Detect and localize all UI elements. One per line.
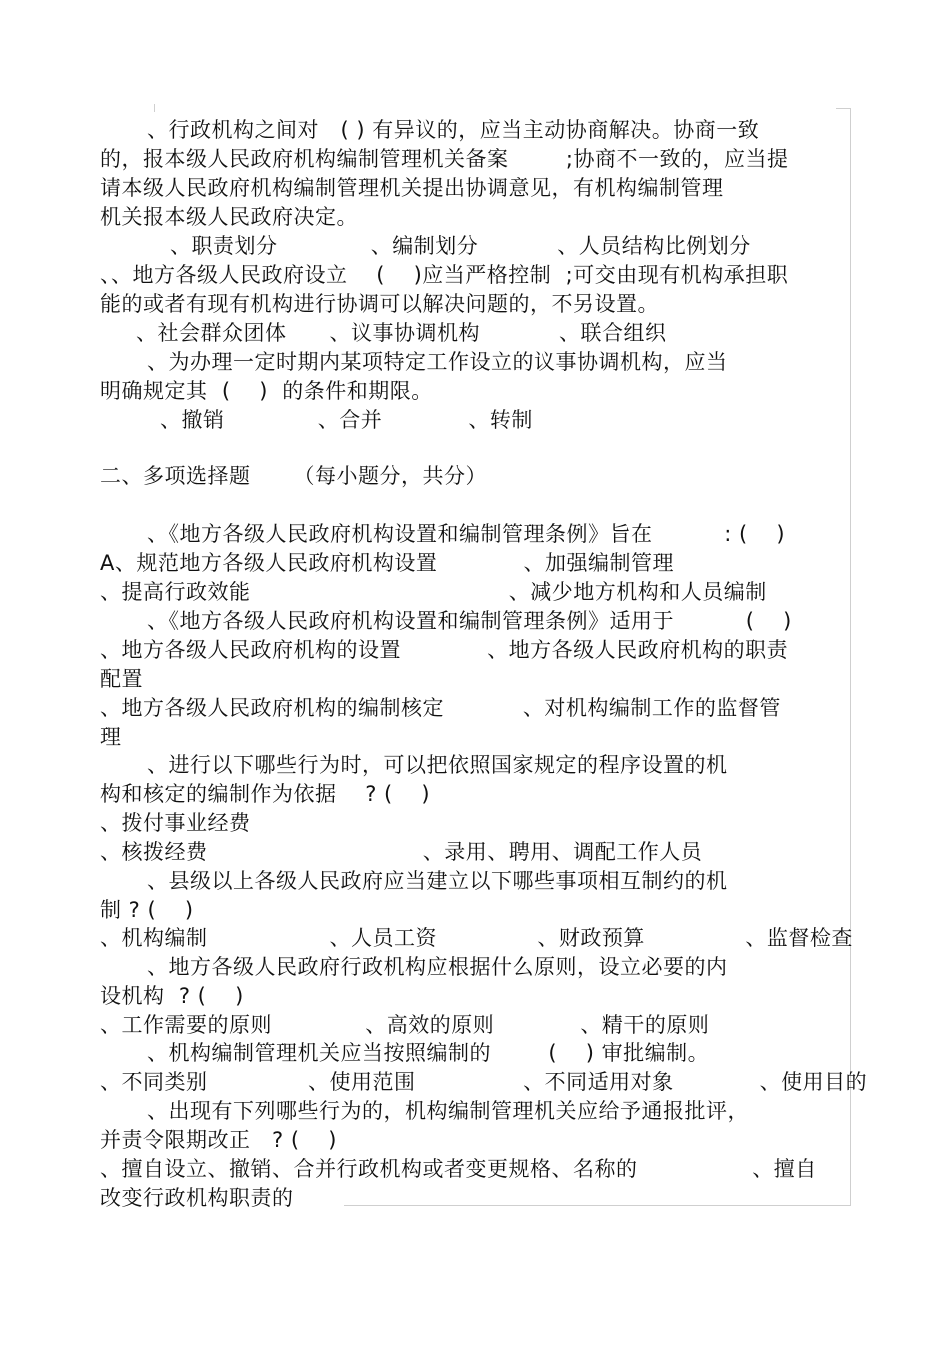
text-line: 构和核定的编制作为依据 ? ( ) <box>100 782 431 806</box>
text-line: 机关报本级人民政府决定。 <box>100 205 358 229</box>
option-line: 、地方各级人民政府机构的设置 、地方各级人民政府机构的职责 <box>100 638 789 662</box>
corner-mark-top-right <box>836 108 850 109</box>
option-line: 、撤销 、合并 、转制 <box>160 408 533 432</box>
option-line: 、职责划分 、编制划分 、人员结构比例划分 <box>170 234 751 258</box>
question-line: 、《地方各级人民政府机构设置和编制管理条例》旨在 : ( ) <box>147 522 786 546</box>
question-line: 、机构编制管理机关应当按照编制的 ( ) 审批编制。 <box>147 1041 710 1065</box>
question-line: 、县级以上各级人民政府应当建立以下哪些事项相互制约的机 <box>147 869 728 893</box>
option-line: 、地方各级人民政府机构的编制核定 、对机构编制工作的监督管 <box>100 696 781 720</box>
option-line: 、社会群众团体 、议事协调机构 、联合组织 <box>136 321 667 345</box>
option-line: 、核拨经费 、录用、聘用、调配工作人员 <box>100 840 703 864</box>
question-line: 、、地方各级人民政府设立 ( )应当严格控制 ;可交由现有机构承担职 <box>100 263 789 287</box>
option-line: 、不同类别 、使用范围 、不同适用对象 、使用目的 <box>100 1070 868 1094</box>
option-line: 配置 <box>100 667 143 691</box>
section-heading: 二、多项选择题 （每小题分，共分） <box>100 464 488 488</box>
text-line: 的，报本级人民政府机构编制管理机关备案 ;协商不一致的，应当提 <box>100 147 789 171</box>
right-edge-line <box>850 108 851 1206</box>
text-line: 请本级人民政府机构编制管理机关提出协调意见，有机构编制管理 <box>100 176 724 200</box>
question-line: 、进行以下哪些行为时，可以把依照国家规定的程序设置的机 <box>147 753 728 777</box>
text-line: 设机构 ? ( ) <box>100 984 244 1008</box>
option-line: 、擅自设立、撤销、合并行政机构或者变更规格、名称的 、擅自 <box>100 1157 817 1181</box>
text-line: 制 ? ( ) <box>100 898 194 922</box>
option-line: 理 <box>100 725 122 749</box>
option-line: 、机构编制 、人员工资 、财政预算 、监督检查 <box>100 926 853 950</box>
question-line: 、《地方各级人民政府机构设置和编制管理条例》适用于 ( ) <box>147 609 792 633</box>
text-line: 、行政机构之间对 ( ) 有异议的，应当主动协商解决。协商一致 <box>147 118 760 142</box>
option-line: 、提高行政效能 、减少地方机构和人员编制 <box>100 580 767 604</box>
question-line: 、地方各级人民政府行政机构应根据什么原则，设立必要的内 <box>147 955 728 979</box>
text-line: 能的或者有现有机构进行协调可以解决问题的，不另设置。 <box>100 292 659 316</box>
corner-mark-top-left <box>154 104 155 112</box>
text-line: 明确规定其 ( ) 的条件和期限。 <box>100 379 433 403</box>
bottom-edge-line <box>344 1205 851 1206</box>
option-line: 改变行政机构职责的 <box>100 1186 294 1210</box>
option-line: A、规范地方各级人民政府机构设置 、加强编制管理 <box>100 551 674 575</box>
question-line: 、为办理一定时期内某项特定工作设立的议事协调机构，应当 <box>147 350 728 374</box>
option-line: 、拨付事业经费 <box>100 811 251 835</box>
option-line: 、工作需要的原则 、高效的原则 、精干的原则 <box>100 1013 710 1037</box>
question-line: 、出现有下列哪些行为的，机构编制管理机关应给予通报批评， <box>147 1099 749 1123</box>
text-line: 并责令限期改正 ? ( ) <box>100 1128 337 1152</box>
